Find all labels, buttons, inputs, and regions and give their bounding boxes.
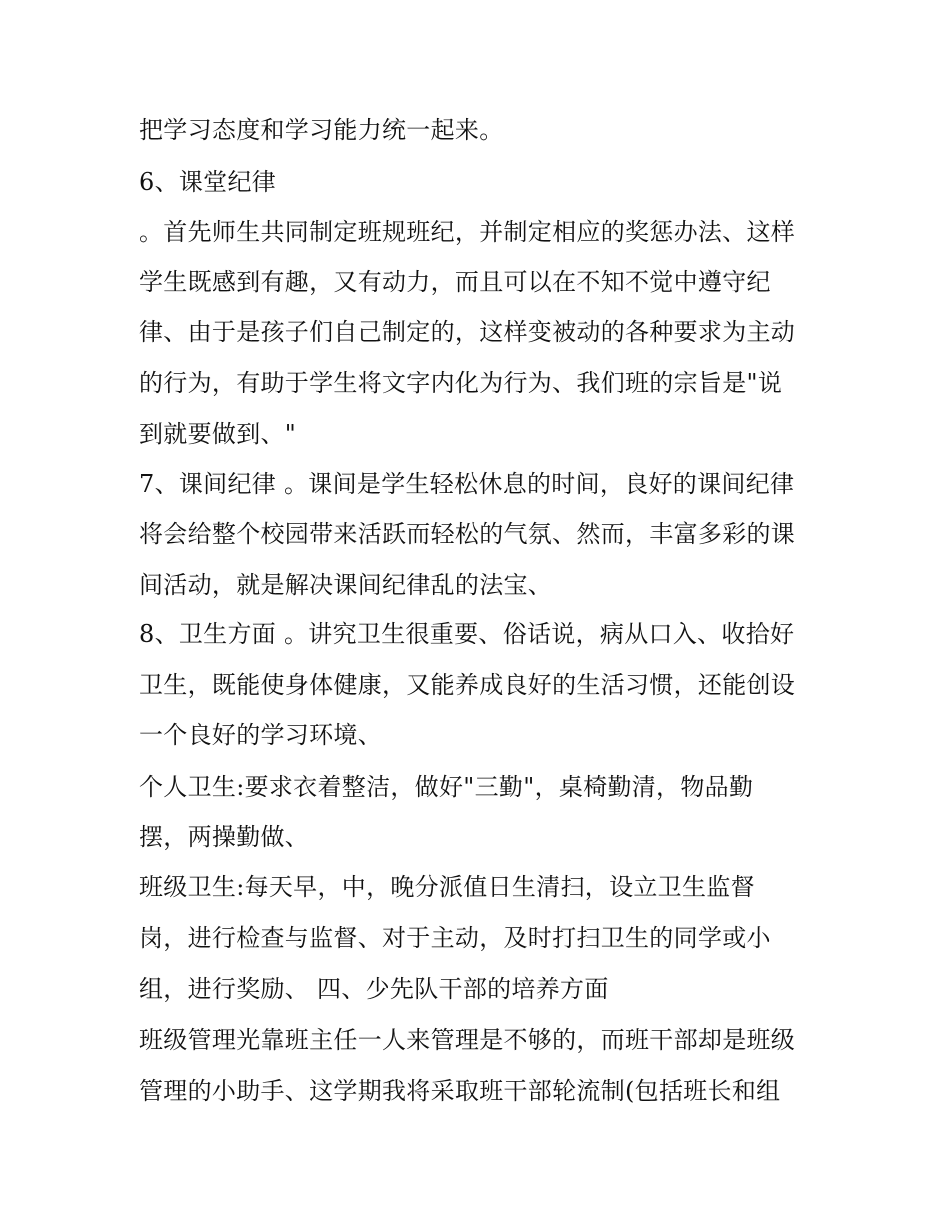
text-line-12: 卫生，既能使身体健康，又能养成良好的生活习惯，还能创设 (139, 671, 796, 699)
text-line-10: 间活动，就是解决课间纪律乱的法宝、 (139, 571, 553, 599)
text-line-3: 。首先师生共同制定班规班纪，并制定相应的奖惩办法、这样 (139, 218, 796, 246)
text-line-11: 8、卫生方面 。讲究卫生很重要、俗话说，病从口入、收拾好 (139, 620, 795, 648)
text-line-5: 律、由于是孩子们自己制定的，这样变被动的各种要求为主动 (139, 318, 796, 346)
text-line-2: 6、课堂纪律 (139, 168, 277, 196)
text-line-20: 管理的小助手、这学期我将采取班干部轮流制(包括班长和组 (139, 1077, 781, 1105)
text-line-17: 岗，进行检查与监督、对于主动，及时打扫卫生的同学或小 (139, 924, 771, 952)
text-line-13: 一个良好的学习环境、 (139, 721, 382, 749)
text-line-1: 把学习态度和学习能力统一起来。 (139, 116, 504, 144)
text-line-4: 学生既感到有趣，又有动力，而且可以在不知不觉中遵守纪 (139, 268, 771, 296)
text-line-9: 将会给整个校园带来活跃而轻松的气氛、然而，丰富多彩的课 (139, 520, 796, 548)
text-line-15: 摆，两操勤做、 (139, 823, 310, 851)
text-line-7: 到就要做到、" (139, 420, 297, 448)
text-line-16: 班级卫生:每天早，中，晚分派值日生清扫，设立卫生监督 (139, 873, 755, 901)
text-line-19: 班级管理光靠班主任一人来管理是不够的，而班干部却是班级 (139, 1026, 796, 1054)
text-line-8: 7、课间纪律 。课间是学生轻松休息的时间，良好的课间纪律 (139, 470, 795, 498)
text-line-18: 组，进行奖励、 四、少先队干部的培养方面 (139, 975, 609, 1003)
text-line-14: 个人卫生:要求衣着整洁，做好"三勤"，桌椅勤清，物品勤 (139, 773, 754, 801)
text-line-6: 的行为，有助于学生将文字内化为行为、我们班的宗旨是"说 (139, 369, 783, 397)
